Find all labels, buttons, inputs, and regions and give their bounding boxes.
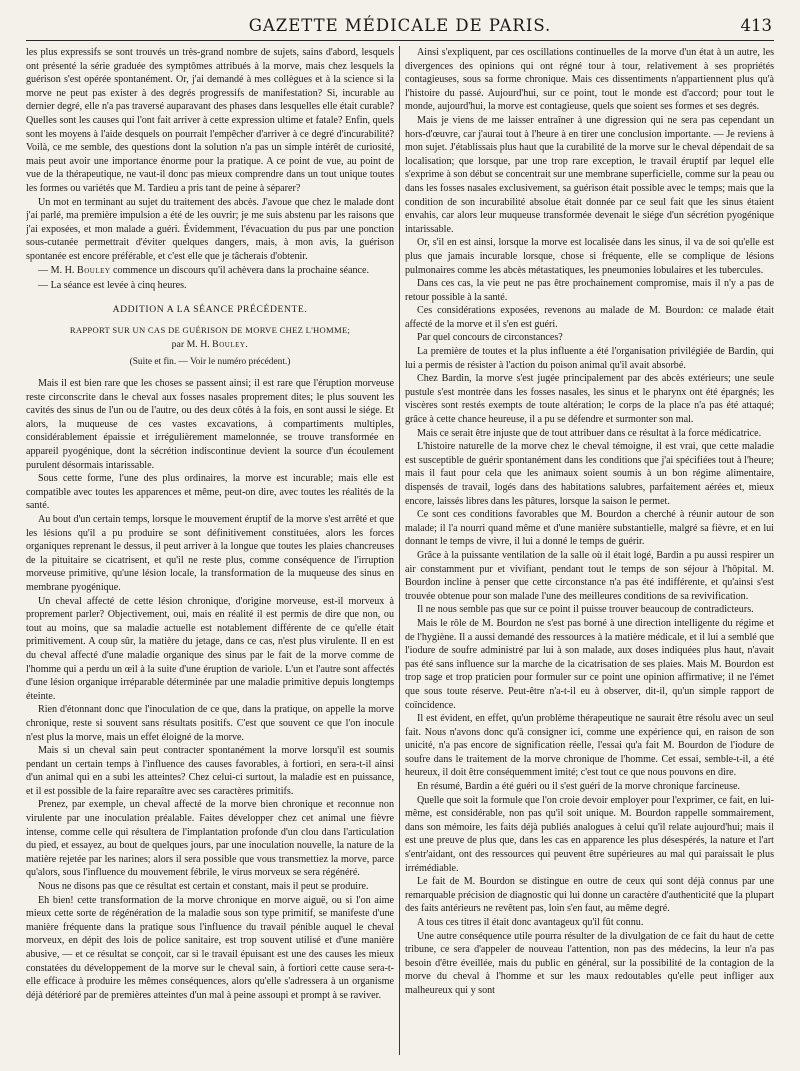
bouley-name: Bouley — [76, 264, 111, 276]
paragraph: Il est évident, en effet, qu'un problème thérapeutique ne saurait être résolu avec un seul fait. Nous n'avons donc qu'à consigner ici, comme une expérience qui, en raison de son unicité, n'a pas encore de signification réelle, l'essai qu'a fait M. Bourdon de l'iodure de soufre dans le traitement de la morve chronique de l'homme. Cet essai, semble-t-il, a été heureux, il doit être conséquemment imité; c'est tout ce que nous pouvons en dire. — [405, 713, 774, 779]
paragraph: les plus expressifs se sont trouvés un très-grand nombre de sujets, sains d'abord, lesquels ont présenté la série graduée des symptômes attribués à la morve, mais chez lesquels la guérison s'est opérée spontanément. Or, j'ai demandé à mes collègues et à la science si la morve ne peut pas exister à des degrés progressifs de manifestation? Si, incurable au dernier degré, elle n'a pas traversé auparavant des phases dans lesquelles elle était curable? Quelles sont les causes qui l'ont fait arriver à cette expression ultime et fatale? Enfin, quels sont les moyens à l'aide desquels on pourrait l'empêcher d'arriver à ce degré d'incurabilité? Voilà, ce me semble, des questions dont la solution n'a pas un simple intérêt de curiosité, mais peut avoir une importance énorme pour la pratique. A ce point de vue, au point de vue de la thérapeutique, ne vaut-il donc pas mieux comprendre dans un tout unique toutes les formes ou variétés que M. Tardieu a pris tant de peine à séparer? — [26, 47, 394, 194]
paragraph: Mais le rôle de M. Bourdon ne s'est pas borné à une direction intelligente du régime et de l'hygiène. Il a aussi demandé des ressources à la matière médicale, et il lui a semblé que l'iodure de soufre administré par lui à son malade, aux doses indiquées plus haut, n'avait pas été sans influence sur la marche de la cicatrisation de ses plaies. Mais M. Bourdon est trop sage et trop praticien pour formuler sur ce point une opinion affirmative; il ne l'émet que sous toute réserve. Peut-être n'a-t-il eu à observer, dit-il, qu'un simple rapport de coïncidence. — [405, 617, 774, 711]
suite-note: (Suite et fin. — Voir le numéro précédent.) — [129, 357, 291, 368]
paragraph: En résumé, Bardin a été guéri ou il s'est guéri de la morve chronique farcineuse. — [417, 781, 741, 793]
paragraph: Quelle que soit la formule que l'on croie devoir employer pour l'exprimer, ce fait, en lui-même, est considérable, non pas qu'il soit unique. M. Bourdon rappelle sommairement, dans son mémoire, les faits déjà publiés analogues à celui qu'il relate aujourd'hui; mais il est une preuve de plus que, dans les cas en apparence les plus désespérés, la nature et l'art s'entr'aidant, ont des ressources qui peuvent être supérieures au mal qui paraissait le plus irrémédiable. — [405, 794, 774, 874]
bouley-rest: commence un discours qu'il achèvera dans la prochaine séance. — [112, 264, 369, 276]
seance-closing: — La séance est levée à cinq heures. — [38, 280, 187, 292]
paragraph: Mais ce serait être injuste que de tout attribuer dans ce résultat à la force médicatrice. — [417, 427, 762, 439]
paragraph: Sous cette forme, l'une des plus ordinaires, la morve est incurable; mais elle est compatible avec toutes les apparences et même, peut-on dire, avec toutes les réalités de la santé. — [26, 473, 394, 512]
report-title: RAPPORT SUR UN CAS DE GUÉRISON DE MORVE CHEZ L'HOMME; — [69, 325, 351, 336]
paragraph: Mais si un cheval sain peut contracter spontanément la morve lorsqu'il est soumis pendant un certain temps à l'influence des causes favorables, à fortiori, en sera-t-il ainsi d'un animal qui en a subi les atteintes? Chez celui-ci surtout, la maladie est en puissance, et il est possible de la faire reparaître avec ses caractères primitifs. — [26, 745, 394, 797]
section-title: ADDITION A LA SÉANCE PRÉCÉDENTE. — [112, 303, 308, 315]
paragraph: Grâce à la puissante ventilation de la salle où il était logé, Bardin a pu aussi respirer un air constamment pur et vivifiant, pendant tout le temps de son séjour à l'hôpital. M. Bourdon incline à penser que cette circonstance n'a pas été indifférente, et qu'ainsi s'est trouvée obtenue pour son malade l'une des meilleures conditions de sa revivification. — [405, 549, 774, 602]
report-author-name: Bouley. — [212, 338, 249, 350]
paragraph: Le fait de M. Bourdon se distingue en outre de ceux qui sont déjà connus par une remarquable précision de diagnostic qui lui donne un caractère d'authenticité que la plupart des faits antérieurs ne revêtent pas, loin s'en faut, au même degré. — [405, 876, 774, 915]
paragraph: Mais je viens de me laisser entraîner à une digression qui ne sera pas cependant un hors-d'œuvre, car j'aurai tout à l'heure à en tirer une conclusion importante. — Je reviens à mon sujet. J'établissais plus haut que la curabilité de la morve sur le cheval dépendait de sa localisation; que lorsque, par une trop rare exception, le travail éruptif par lequel elle s'exprime à son début se concentrait sur une membrane superficielle, comme sur la peau ou dans les fosses nasales exclusivement, sa guérison était possible avec le temps; mais que la condition de son incurabilité absolue était donnée par ce seul fait que les sinus étaient envahis, car alors leur muqueuse transformée devenait le siége d'un sécrétion pyogénique intarissable. — [405, 114, 774, 235]
paragraph: Par quel concours de circonstances? — [417, 332, 563, 344]
paragraph: Ainsi s'expliquent, par ces oscillations continuelles de la morve d'un état à un autre, les divergences des opinions qui ont régné tour à tour, relativement à ses propriétés contagieuses, sous sa forme chronique. Mais ces dissentiments n'appartiennent plus qu'à l'histoire du passé. Aujourd'hui, sur ce point, tout le monde est d'accord; pour tout le monde, aujourd'hui, la morve est contagieuse, quels que soient ses formes et ses degrés. — [405, 47, 774, 113]
paragraph: Chez Bardin, la morve s'est jugée principalement par des abcès extérieurs; une seule pustule s'est montrée dans les fosses nasales, les sinus et le pharynx ont été épargnés; les viscères sont restés exempts de toute altération; le corps de la place n'a pas été attaqué; grâce à cette chance heureuse, il a pu se défendre et surmonter son mal. — [405, 373, 774, 426]
paragraph: Un cheval affecté de cette lésion chronique, d'origine morveuse, est-il morveux à proprement parler? Objectivement, oui, mais en réalité il est permis de dire que non, ou tout au moins, que sa maladie actuelle est notablement différente de ce qu'elle était primitivement. A coup sûr, la matière du jetage, dans ce cas, n'est plus virulente. Il en est du cheval affecté d'une maladie organique des sinus par le fait de la morve comme de l'homme qui a perdu un œil à la suite d'une éruption de variole. L'un et l'autre sont affectés d'une lésion organique irréparable déterminée par une maladie primitive depuis longtemps éteinte. — [26, 595, 394, 702]
bouley-announcement — [26, 264, 394, 278]
bouley-prefix: — M. H. — [38, 264, 75, 276]
paragraph: Or, s'il en est ainsi, lorsque la morve est localisée dans les sinus, il va de soi qu'elle est plus que jamais incurable lorsque, chose si fréquente, elle se complique de lésions pulmonaires comme les abcès métastatiques, les pneumonies lobulaires et les tubercules. — [405, 237, 774, 276]
right-column — [405, 46, 774, 1055]
report-author — [26, 338, 394, 352]
paragraph: Il ne nous semble pas que sur ce point il puisse trouver beaucoup de contradicteurs. — [417, 604, 754, 616]
journal-title: GAZETTE MÉDICALE DE PARIS. — [248, 16, 552, 35]
page-number: 413 — [740, 16, 772, 35]
paragraph: Un mot en terminant au sujet du traitement des abcès. J'avoue que chez le malade dont j'ai parlé, ma première impulsion a été de les ouvrir; je me suis abstenu par les raisons que j'ai exposées, et mon malade a guéri. Évidemment, l'évacuation du pus par une ponction sous-cutanée permettrait d'éviter quelques dangers, mais, à mon avis, la guérison spontanée est encore préférable, et c'est elle que je tâcherais d'obtenir. — [26, 196, 394, 262]
paragraph: A tous ces titres il était donc avantageux qu'il fût connu. — [417, 917, 644, 928]
paragraph: Eh bien! cette transformation de la morve chronique en morve aiguë, ou si l'on aime mieux cette sorte de régénération de la maladie sous son type primitif, se manifeste d'une manière fréquente dans la pratique sous l'influence du travail pénible auquel le cheval morveux, en dépit des lois de police sanitaire, est trop souvent utilisé et d'une manière abusive, — et ce résultat se conçoit, car si le travail épuisant est une des causes les mieux constatées du développement de la morve sur le cheval sain, à fortiori cette cause sera-t-elle efficace à produire les mêmes conséquences, alors qu'elle s'adressera à un organisme déjà détérioré par de premières atteintes d'un mal à peine assoupi et prompt à se raviver. — [26, 894, 394, 1001]
paragraph: Ces considérations exposées, revenons au malade de M. Bourdon: ce malade était affecté de la morve et il s'en est guéri. — [405, 305, 774, 330]
paragraph: Dans ces cas, la vie peut ne pas être prochainement compromise, mais il n'y a pas de retour possible à la santé. — [405, 278, 774, 303]
paragraph: L'histoire naturelle de la morve chez le cheval témoigne, il est vrai, que cette maladie est susceptible de guérir spontanément dans les conditions que j'ai spécifiées tout à l'heure; mais il faut pour cela que les animaux soient soumis à un bon régime alimentaire, dispensés de travail, logés dans des habitations salubres, parfaitement aérées et, mieux encore, laissés libres dans les pâtures, lorsque la saison le permet. — [405, 441, 774, 507]
page-header — [26, 14, 774, 41]
paragraph: Nous ne disons pas que ce résultat est certain et constant, mais il peut se produire. — [38, 881, 369, 893]
left-column — [26, 46, 394, 1055]
paragraph: Mais il est bien rare que les choses se passent ainsi; il est rare que l'éruption morveuse reste circonscrite dans le cheval aux fosses nasales proprement dites; le plus souvent les cavités des sinus de l'un ou de l'autre, ou des deux côtés à la fois, en sont aussi le siége. Et alors, la muqueuse de ces vastes excavations, à compartiments multiples, considérablement épaissie et irrégulièrement mamelonnée, se trouve transformée en appareil pyogénique, dont la sécrétion indiscontinue devient la source d'un écoulement purulent désormais intarissable. — [26, 378, 394, 471]
paragraph: La première de toutes et la plus influente a été l'organisation privilégiée de Bardin, qui lui a permis de résister à l'action du poison animal qu'il avait absorbé. — [405, 346, 774, 371]
paragraph: Ce sont ces conditions favorables que M. Bourdon a cherché à réunir autour de son malade; il l'a nourri quand même et d'une manière substantielle, malgré sa fièvre, et en lui donnant le temps de vivre, il lui a donné le temps de guérir. — [405, 509, 774, 548]
paragraph: Au bout d'un certain temps, lorsque le mouvement éruptif de la morve s'est arrêté et que les lésions qu'il a pu produire se sont définitivement constituées, alors les forces organiques reprenant le dessus, il peut arriver à la longue que toutes les plaies chancreuses de la pituitaire se cicatrisent, et qu'il ne reste plus, comme conséquence de l'irruption morveuse primitive, qu'une lésion locale, la transformation de la muqueuse des sinus en membrane pyogénique. — [26, 514, 394, 593]
column-divider — [399, 46, 400, 1055]
paragraph: Rien d'étonnant donc que l'inoculation de ce que, dans la pratique, on appelle la morve chronique, reste si souvent sans résultats positifs. C'est que souvent ce que l'on inocule n'est plus la morve, mais un effet éloigné de la morve. — [26, 704, 394, 743]
paragraph: Prenez, par exemple, un cheval affecté de la morve bien chronique et reconnue non virulente par une inoculation préalable. Faites développer chez cet animal une fièvre intense, comme celle qui résultera de l'implantation profonde d'un clou dans l'articulation du pied, et essayez, au bout de quelques jours, par une inoculation nouvelle, la nature de la matière rejetée par les narines; alors il sera possible que vous transmettiez la morve, parce qu'alors, sous l'influence du mouvement fébrile, le virus morveux se sera régénéré. — [26, 799, 394, 879]
report-author-prefix: par M. H. — [171, 338, 210, 350]
paragraph: Une autre conséquence utile pourra résulter de la divulgation de ce fait du haut de cette tribune, ce sera d'appeler de nouveau l'attention, non pas des médecins, la leur n'a pas besoin d'être éveillée, mais du public en général, sur la possibilité de la contagion de la morve du cheval à l'homme et sur les maux redoutables qu'elle peut infliger aux malheureux qui y sont — [405, 930, 774, 996]
